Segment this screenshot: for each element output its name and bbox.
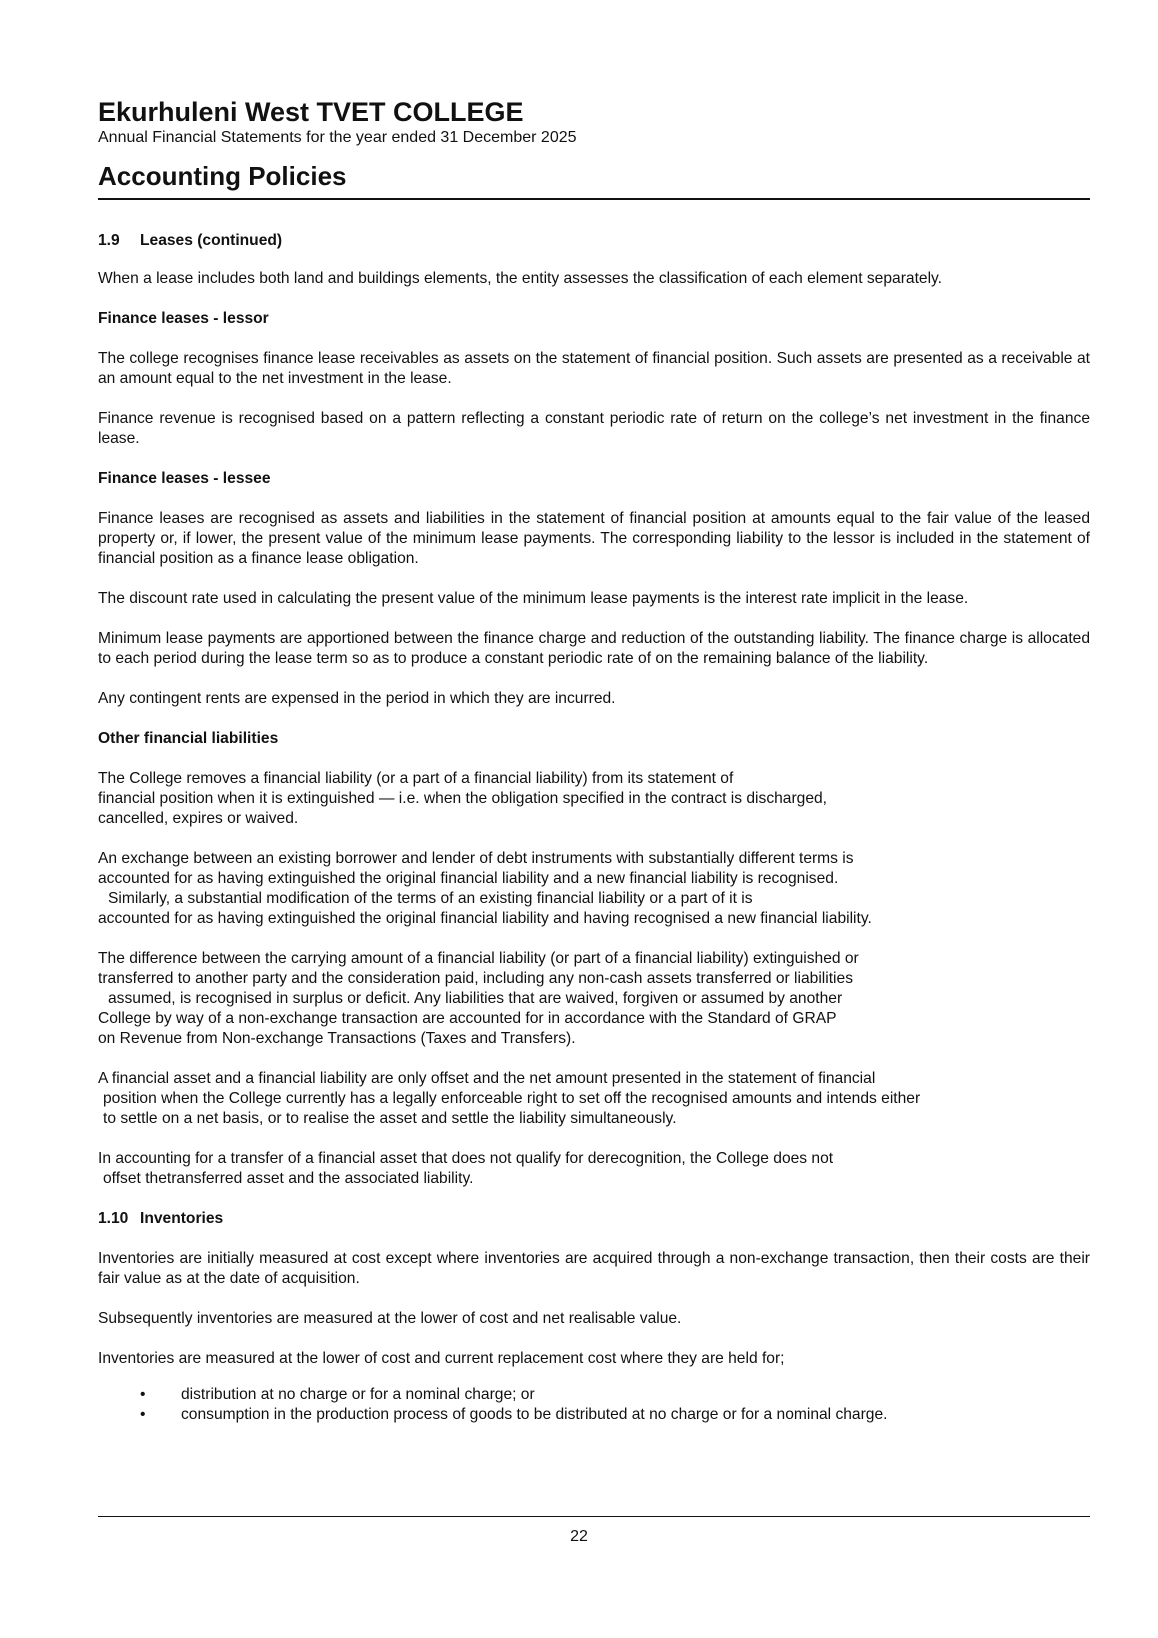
text-line: accounted for as having extinguished the original financial liability and a new financial liability is recognised.: [98, 870, 839, 887]
section-heading-1-9: [98, 231, 1090, 251]
text-line: to settle on a net basis, or to realise the asset and settle the liability simultaneously.: [103, 1110, 677, 1127]
paragraph: The college recognises finance lease receivables as assets on the statement of financial position. Such assets are presented as a receivable at an amount equal to the net investment in the lease.: [98, 350, 1090, 387]
text-line: A financial asset and a financial liability are only offset and the net amount presented in the statement of financial: [98, 1070, 876, 1087]
paragraph: Subsequently inventories are measured at the lower of cost and net realisable value.: [98, 1310, 682, 1327]
document-body: [98, 231, 1090, 1425]
text-line: accounted for as having extinguished the original financial liability and having recognised a new financial liability.: [98, 910, 872, 927]
list-item: [98, 1405, 1090, 1425]
bullet-icon: •: [140, 1385, 146, 1403]
header-divider: [98, 198, 1090, 200]
text-line: assumed, is recognised in surplus or deficit. Any liabilities that are waived, forgiven or assumed by another: [108, 990, 843, 1007]
subheading-lessee: Finance leases - lessee: [98, 470, 271, 487]
paragraph: When a lease includes both land and buildings elements, the entity assesses the classification of each element separately.: [98, 270, 943, 287]
paragraph: [98, 849, 1090, 929]
text-line: offset thetransferred asset and the associated liability.: [103, 1170, 474, 1187]
section-heading-text: Inventories: [140, 1210, 224, 1227]
text-line: cancelled, expires or waived.: [98, 810, 299, 827]
text-line: financial position when it is extinguished — i.e. when the obligation specified in the contract is discharged,: [98, 790, 828, 807]
text-line: An exchange between an existing borrower and lender of debt instruments with substantially different terms is: [98, 850, 854, 867]
section-number: 1.9: [98, 232, 120, 249]
paragraph: [98, 949, 1090, 1049]
text-line: on Revenue from Non-exchange Transactions (Taxes and Transfers).: [98, 1030, 576, 1047]
text-line: The difference between the carrying amount of a financial liability (or part of a financial liability) extinguished or: [98, 950, 859, 967]
section-title: Accounting Policies: [98, 161, 347, 191]
text-line: In accounting for a transfer of a financial asset that does not qualify for derecognition, the College does not: [98, 1150, 834, 1167]
text-line: transferred to another party and the consideration paid, including any non-cash assets transferred or liabilities: [98, 970, 853, 987]
paragraph: [98, 1069, 1090, 1129]
paragraph: Minimum lease payments are apportioned between the finance charge and reduction of the outstanding liability. The finance charge is allocated to each period during the lease term so as to produce a constant periodic rate of on the remaining balance of the liability.: [98, 630, 1090, 667]
paragraph: [98, 769, 1090, 829]
bullet-list: [98, 1385, 1090, 1425]
paragraph: Inventories are initially measured at cost except where inventories are acquired through a non-exchange transaction, then their costs are their fair value as at the date of acquisition.: [98, 1250, 1090, 1287]
paragraph: The discount rate used in calculating the present value of the minimum lease payments is the interest rate implicit in the lease.: [98, 590, 969, 607]
list-item-text: distribution at no charge or for a nominal charge; or: [181, 1385, 535, 1403]
paragraph: Finance leases are recognised as assets and liabilities in the statement of financial position at amounts equal to the fair value of the leased property or, if lower, the present value of the minimum lease payments. The corresponding liability to the lessor is included in the statement of financial position as a finance lease obligation.: [98, 510, 1090, 567]
subheading-lessor: Finance leases - lessor: [98, 310, 269, 327]
document-page: [98, 96, 1090, 1425]
text-line: The College removes a financial liability (or a part of a financial liability) from its statement of: [98, 770, 734, 787]
footer-divider: [98, 1516, 1090, 1517]
text-line: Similarly, a substantial modification of the terms of an existing financial liability or a part of it is: [108, 890, 753, 907]
section-heading-text: Leases (continued): [140, 232, 283, 249]
subheading-other-financial-liabilities: Other financial liabilities: [98, 730, 279, 747]
org-title: Ekurhuleni West TVET COLLEGE: [98, 97, 524, 127]
list-item: [98, 1385, 1090, 1405]
paragraph: Finance revenue is recognised based on a pattern reflecting a constant periodic rate of return on the college’s net investment in the finance lease.: [98, 410, 1090, 447]
bullet-icon: •: [140, 1405, 146, 1423]
paragraph: Any contingent rents are expensed in the period in which they are incurred.: [98, 690, 616, 707]
text-line: College by way of a non-exchange transaction are accounted for in accordance with the Standard of GRAP: [98, 1010, 837, 1027]
list-item-text: consumption in the production process of goods to be distributed at no charge or for a nominal charge.: [181, 1405, 888, 1423]
paragraph: Inventories are measured at the lower of cost and current replacement cost where they are held for;: [98, 1350, 785, 1367]
section-number: 1.10: [98, 1210, 129, 1227]
document-subtitle: Annual Financial Statements for the year ended 31 December 2025: [98, 129, 577, 146]
text-line: position when the College currently has a legally enforceable right to set off the recognised amounts and intends either: [103, 1090, 921, 1107]
paragraph: [98, 1149, 1090, 1189]
page-number: 22: [570, 1528, 588, 1545]
section-heading-1-10: [98, 1209, 1090, 1229]
